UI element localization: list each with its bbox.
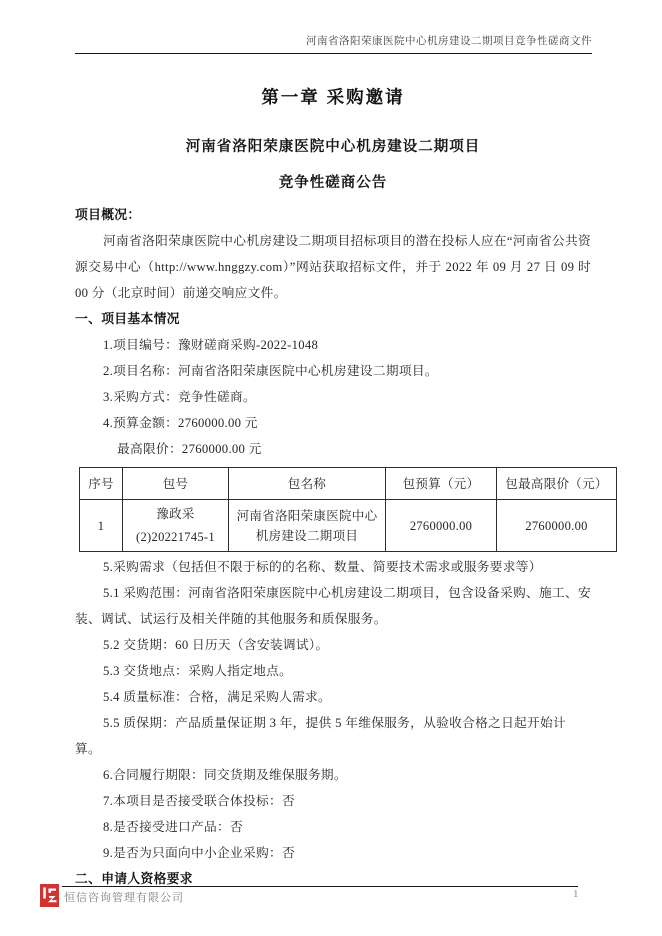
- document-body: [75, 202, 608, 892]
- section2-heading: 二、申请人资格要求: [75, 871, 193, 886]
- overview-heading: 项目概况：: [75, 207, 141, 222]
- item-sme-only: 9.是否为只面向中小企业采购：否: [103, 846, 295, 860]
- item-contract-period: 6.合同履行期限：同交货期及维保服务期。: [103, 768, 347, 782]
- item-procurement-method: 3.采购方式：竞争性磋商。: [103, 390, 256, 404]
- package-table: [79, 467, 617, 552]
- section1-heading: 一、项目基本情况: [75, 311, 180, 326]
- company-logo-icon: [40, 884, 59, 907]
- item-project-name: 2.项目名称：河南省洛阳荣康医院中心机房建设二期项目。: [103, 364, 438, 378]
- cell-package-no: [123, 500, 229, 552]
- item-warranty-period: 5.5 质保期：产品质量保证期 3 年，提供 5 年维保服务，从验收合格之日起开始计算。: [75, 716, 567, 756]
- item-quality-standard: 5.4 质量标准：合格，满足采购人需求。: [103, 690, 332, 704]
- table-header-row: [80, 468, 617, 500]
- item-imported-products: 8.是否接受进口产品：否: [103, 820, 243, 834]
- cell-package-name: 河南省洛阳荣康医院中心机房建设二期项目: [229, 500, 386, 552]
- footer-page-number: 1: [573, 888, 579, 900]
- item-procurement-demand: 5.采购需求（包括但不限于标的的名称、数量、简要技术需求或服务要求等）: [103, 560, 542, 574]
- footer-company-name: 恒信咨询管理有限公司: [64, 892, 184, 904]
- col-header-max-price: 包最高限价（元）: [497, 468, 617, 500]
- col-header-budget: 包预算（元）: [386, 468, 497, 500]
- item-consortium-bid: 7.本项目是否接受联合体投标：否: [103, 794, 295, 808]
- footer-divider: [62, 886, 578, 887]
- item-budget-amount: 4.预算金额：2760000.00 元: [103, 416, 258, 430]
- item-procurement-scope: 5.1 采购范围：河南省洛阳荣康医院中心机房建设二期项目，包含设备采购、施工、安装、调试、试运行及相关伴随的其他服务和质保服务。: [75, 586, 591, 626]
- col-header-package-name: 包名称: [229, 468, 386, 500]
- package-no-line1: 豫政采: [156, 506, 195, 521]
- overview-paragraph: 河南省洛阳荣康医院中心机房建设二期项目招标项目的潜在投标人应在“河南省公共资源交易中心（http://www.hnggzy.com）”网站获取招标文件，并于 2022 年 09 月 27 日 09 时 00 分（北京时间）前递交响应文件。: [75, 234, 591, 300]
- chapter-title: 第一章 采购邀请: [261, 87, 405, 107]
- package-no-line2: (2)20221745-1: [136, 529, 215, 544]
- announcement-title: 竞争性磋商公告: [278, 175, 388, 191]
- item-delivery-period: 5.2 交货期：60 日历天（含安装调试）。: [103, 638, 329, 652]
- item-max-price: 最高限价：2760000.00 元: [117, 442, 262, 456]
- cell-budget: 2760000.00: [386, 500, 497, 552]
- table-row: [80, 500, 617, 552]
- cell-max-price: 2760000.00: [497, 500, 617, 552]
- header-doc-title: 河南省洛阳荣康医院中心机房建设二期项目竞争性磋商文件: [306, 36, 592, 47]
- page-header: [75, 33, 592, 54]
- document-content: [75, 72, 608, 892]
- project-title: 河南省洛阳荣康医院中心机房建设二期项目: [185, 139, 481, 155]
- col-header-package-no: 包号: [123, 468, 229, 500]
- col-header-serial: 序号: [80, 468, 123, 500]
- cell-serial: 1: [80, 500, 123, 552]
- item-project-number: 1.项目编号：豫财磋商采购-2022-1048: [103, 338, 319, 352]
- item-delivery-place: 5.3 交货地点：采购人指定地点。: [103, 664, 293, 678]
